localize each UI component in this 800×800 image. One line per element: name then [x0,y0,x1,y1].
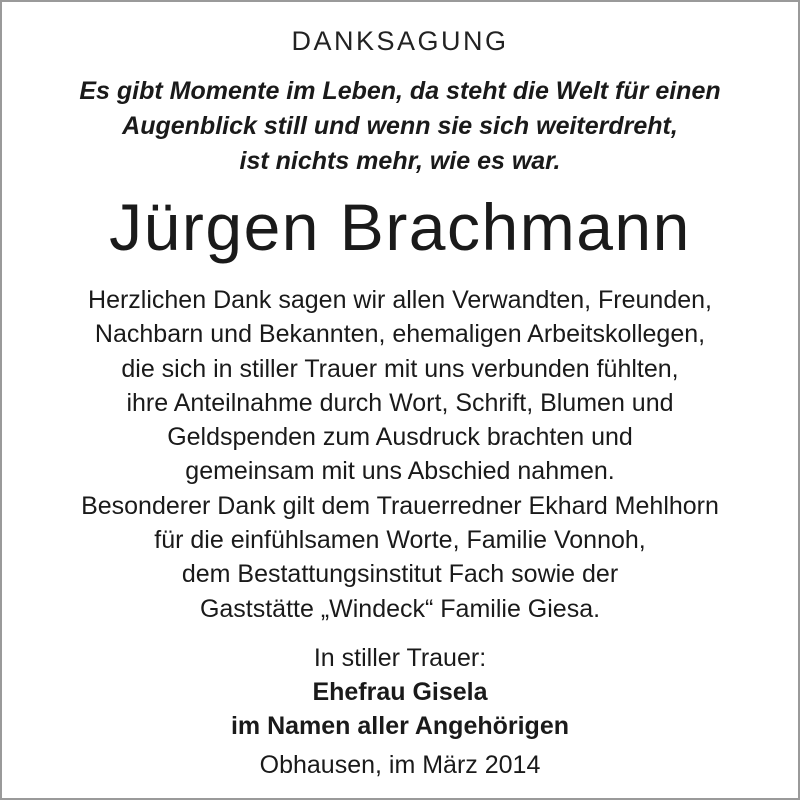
notice-heading: DANKSAGUNG [291,26,509,56]
deceased-name: Jürgen Brachmann [109,190,691,264]
thanks-line: Nachbarn und Bekannten, ehemaligen Arbeitskollegen, [94,320,706,349]
thanks-line: gemeinsam mit uns Abschied nahmen. [185,457,615,486]
quote-line: ist nichts mehr, wie es war. [239,147,561,175]
memorial-quote [2,74,798,179]
signature-block [2,641,798,782]
thanks-line: Herzlichen Dank sagen wir allen Verwandten, Freunden, [88,286,712,314]
signature-name: Ehefrau Gisela [312,678,488,706]
quote-line: Es gibt Momente im Leben, da steht die Welt für einen [79,77,721,105]
thanks-line: dem Bestattungsinstitut Fach sowie der [181,560,619,589]
thanks-line: ihre Anteilnahme durch Wort, Schrift, Blumen und [126,388,674,417]
thanks-line: Besonderer Dank gilt dem Trauerredner Ekhard Mehlhorn [81,491,719,520]
thanks-line: Geldspenden zum Ausdruck brachten und [167,423,633,452]
thanks-line: Gaststätte „Windeck“ Familie Giesa. [199,594,601,623]
place-date: Obhausen, im März 2014 [259,751,541,779]
thanks-line: für die einfühlsamen Worte, Familie Vonnoh, [154,526,646,555]
quote-line: Augenblick still und wenn sie sich weiterdreht, [122,112,678,140]
thanks-line: die sich in stiller Trauer mit uns verbunden fühlten, [121,354,679,383]
thanks-text [2,283,798,626]
signature-family: im Namen aller Angehörigen [230,712,570,740]
signature-intro: In stiller Trauer: [313,644,487,672]
